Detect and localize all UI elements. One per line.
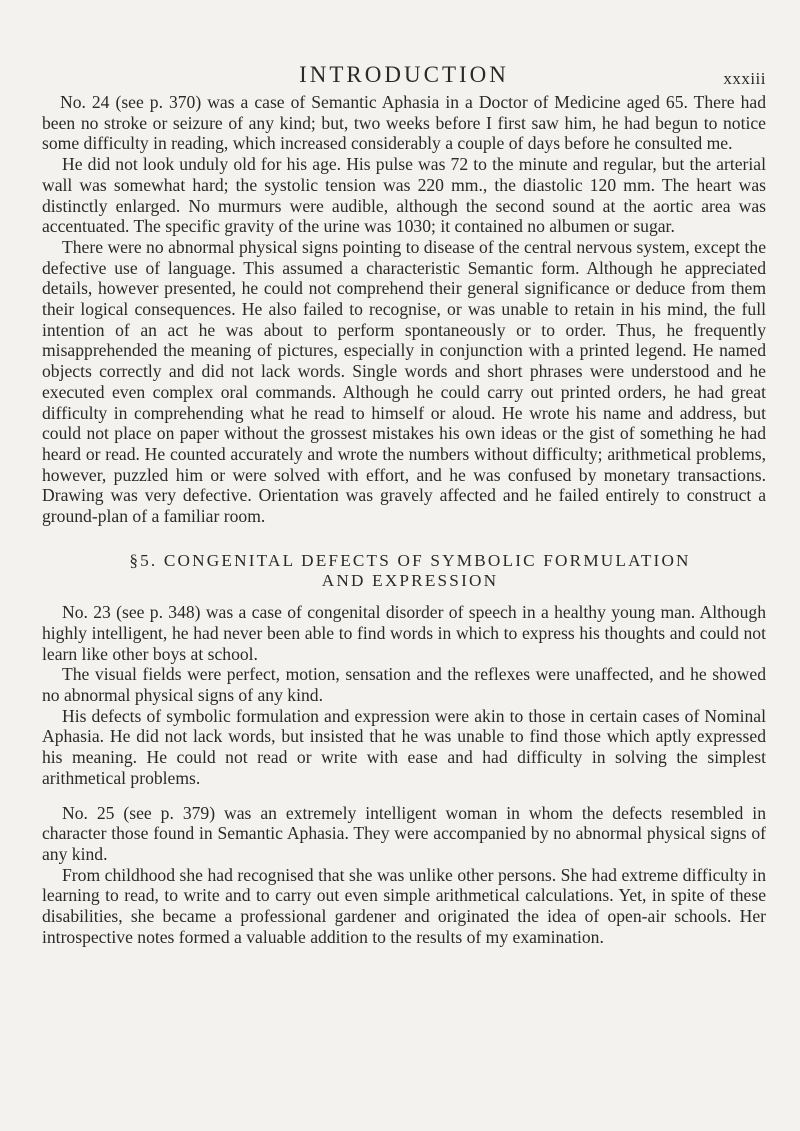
case-24-section — [42, 92, 766, 527]
paragraph: No. 25 (see p. 379) was an extremely intelligent woman in whom the defects resembled in character those found in Semantic Aphasia. They were accompanied by no abnormal physical signs of any kind. — [42, 802, 766, 864]
paragraph: The visual fields were perfect, motion, sensation and the reflexes were unaffected, and he showed no abnormal physical signs of any kind. — [42, 664, 766, 705]
paragraph: No. 23 (see p. 348) was a case of congenital disorder of speech in a healthy young man. Although highly intelligent, he had never been able to find words in which to express his thoughts and could not learn like other boys at school. — [42, 602, 766, 664]
running-title: INTRODUCTION — [299, 62, 509, 87]
paragraph: His defects of symbolic formulation and expression were akin to those in certain cases of Nominal Aphasia. He did not lack words, but insisted that he was unable to find those which aptly expressed his meaning. He could not read or write with ease and had difficulty in solving the simplest arithmetical problems. — [42, 705, 766, 788]
paragraph: There were no abnormal physical signs pointing to disease of the central nervous system, except the defective use of language. This assumed a characteristic Semantic form. Although he appreciated details, however presented, he could not comprehend their general significance or deduce from them their logical consequences. He also failed to recognise, or was unable to retain in his mind, the full intention of an act he was about to perform spontaneously or to order. Thus, he frequently misapprehended the meaning of pictures, especially in conjunction with a printed legend. He named objects correctly and did not lack words. Single words and short phrases were understood and he executed even complex oral commands. Although he could carry out printed orders, he had great difficulty in comprehending what he read to himself or aloud. He wrote his name and address, but could not place on paper without the grossest mistakes his own ideas or the gist of something he had heard or read. He counted accurately and wrote the numbers without difficulty; arithmetical problems, however, puzzled him or were solved with effort, and he was confused by monetary transactions. Drawing was very defective. Orientation was gravely affected and he failed entirely to construct a ground-plan of a familiar room. — [42, 236, 766, 527]
page-number: xxxiii — [723, 69, 766, 88]
paragraph: From childhood she had recognised that she was unlike other persons. She had extreme difficulty in learning to read, to write and to carry out even simple arithmetical calculations. Yet, in spite of these disabilities, she became a professional gardener and originated the idea of open-air schools. Her introspective notes formed a valuable addition to the results of my examination. — [42, 864, 766, 947]
paragraph: He did not look unduly old for his age. His pulse was 72 to the minute and regular, but the arterial wall was somewhat hard; the systolic tension was 220 mm., the diastolic 120 mm. The heart was distinctly enlarged. No murmurs were audible, although the second sound at the aortic area was accentuated. The specific gravity of the urine was 1030; it contained no albumen or sugar. — [42, 154, 766, 237]
page-content — [42, 52, 766, 947]
section-heading-line: AND EXPRESSION — [321, 571, 499, 591]
running-head — [42, 52, 766, 92]
paragraph: No. 24 (see p. 370) was a case of Semantic Aphasia in a Doctor of Medicine aged 65. There had been no stroke or seizure of any kind; but, two weeks before I first saw him, he had begun to notice some difficulty in reading, which increased considerably a couple of days before he consulted me. — [42, 92, 766, 154]
section-heading — [42, 551, 766, 592]
case-25-section — [42, 803, 766, 948]
case-23-section — [42, 602, 766, 788]
section-heading-line: §5. CONGENITAL DEFECTS OF SYMBOLIC FORMULATION — [129, 550, 691, 570]
